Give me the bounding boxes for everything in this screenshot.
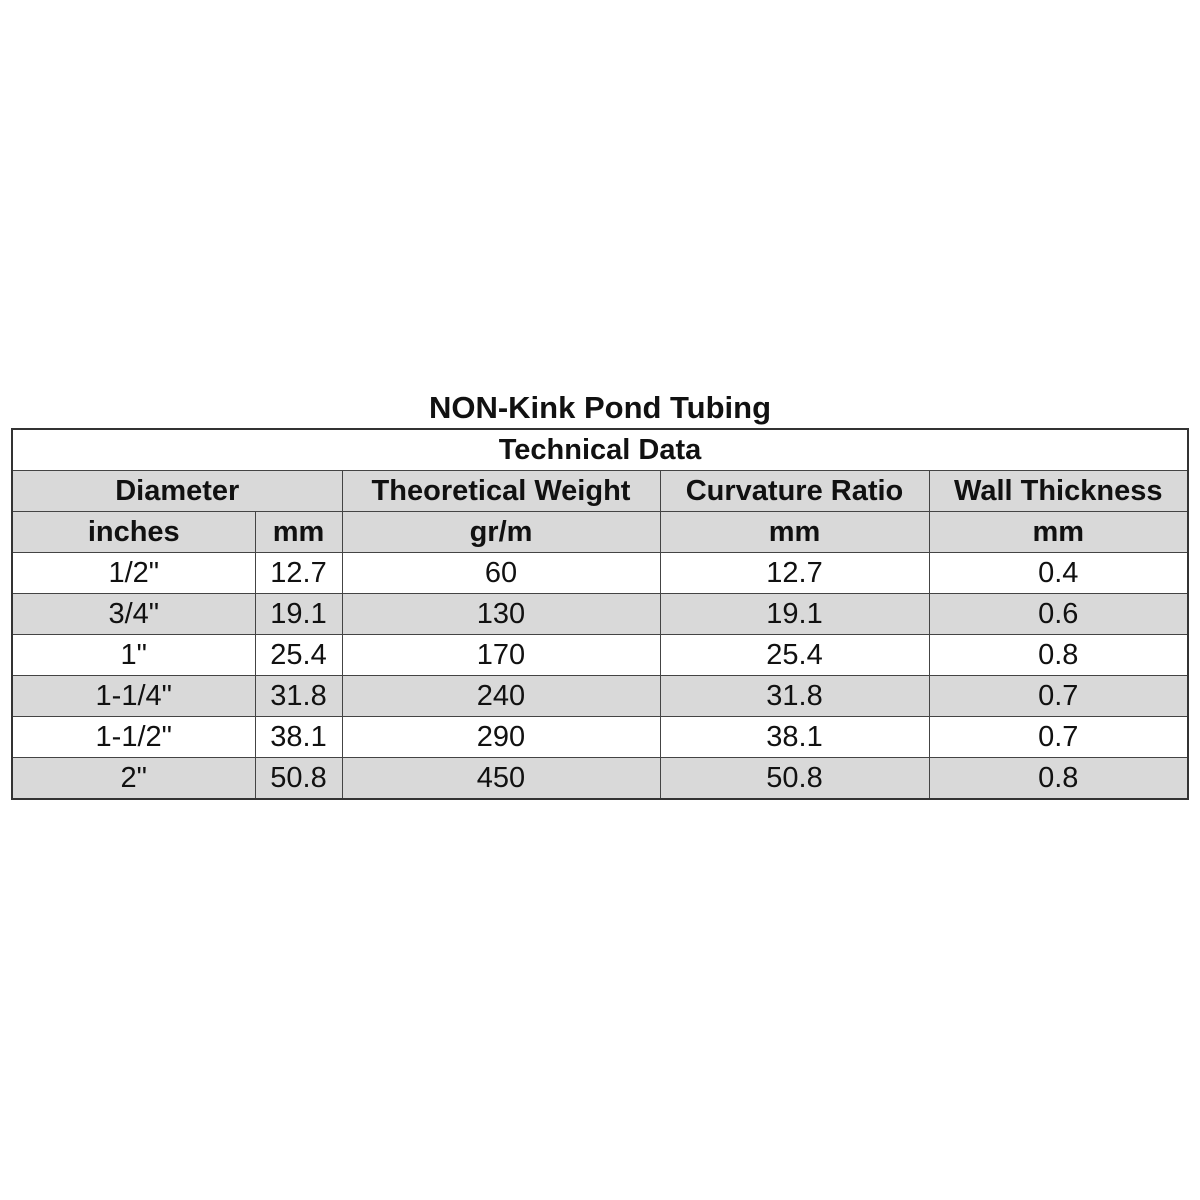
unit-mm: mm	[255, 512, 342, 553]
cell-weight: 130	[342, 594, 660, 635]
cell-weight: 240	[342, 676, 660, 717]
unit-wall: mm	[929, 512, 1188, 553]
subtitle-row	[12, 429, 1188, 471]
unit-curvature: mm	[660, 512, 929, 553]
cell-wall: 0.4	[929, 553, 1188, 594]
cell-curvature: 19.1	[660, 594, 929, 635]
unit-weight: gr/m	[342, 512, 660, 553]
units-row	[12, 512, 1188, 553]
cell-inches: 1-1/2"	[12, 717, 255, 758]
table-subtitle: Technical Data	[12, 429, 1188, 471]
cell-weight: 450	[342, 758, 660, 800]
header-curvature: Curvature Ratio	[660, 471, 929, 512]
cell-weight: 60	[342, 553, 660, 594]
cell-wall: 0.7	[929, 717, 1188, 758]
cell-inches: 3/4"	[12, 594, 255, 635]
cell-inches: 2"	[12, 758, 255, 800]
cell-mm: 50.8	[255, 758, 342, 800]
cell-curvature: 38.1	[660, 717, 929, 758]
cell-inches: 1/2"	[12, 553, 255, 594]
cell-mm: 38.1	[255, 717, 342, 758]
table-row	[12, 553, 1188, 594]
table-row	[12, 758, 1188, 800]
cell-mm: 31.8	[255, 676, 342, 717]
cell-curvature: 50.8	[660, 758, 929, 800]
unit-inches: inches	[12, 512, 255, 553]
page-title: NON-Kink Pond Tubing	[428, 390, 772, 425]
table-row	[12, 594, 1188, 635]
cell-mm: 25.4	[255, 635, 342, 676]
header-wall: Wall Thickness	[929, 471, 1188, 512]
header-row	[12, 471, 1188, 512]
table-row	[12, 676, 1188, 717]
cell-curvature: 12.7	[660, 553, 929, 594]
header-weight: Theoretical Weight	[342, 471, 660, 512]
cell-mm: 19.1	[255, 594, 342, 635]
technical-data-table	[11, 428, 1189, 800]
header-diameter: Diameter	[12, 471, 342, 512]
table-row	[12, 635, 1188, 676]
cell-curvature: 25.4	[660, 635, 929, 676]
cell-wall: 0.8	[929, 635, 1188, 676]
cell-curvature: 31.8	[660, 676, 929, 717]
cell-inches: 1"	[12, 635, 255, 676]
cell-weight: 290	[342, 717, 660, 758]
cell-inches: 1-1/4"	[12, 676, 255, 717]
cell-weight: 170	[342, 635, 660, 676]
cell-wall: 0.6	[929, 594, 1188, 635]
cell-wall: 0.7	[929, 676, 1188, 717]
cell-mm: 12.7	[255, 553, 342, 594]
cell-wall: 0.8	[929, 758, 1188, 800]
table-row	[12, 717, 1188, 758]
